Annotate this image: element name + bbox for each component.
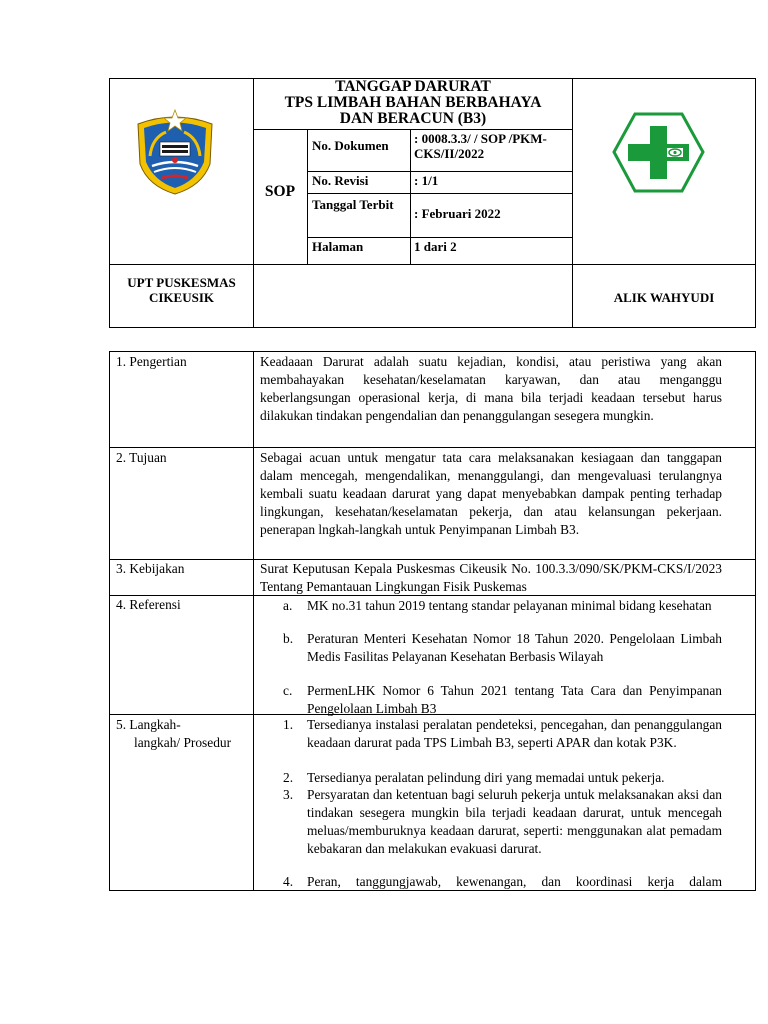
list-marker: b. [283,631,294,646]
page-value: 1 dari 2 [414,239,457,254]
list-item: Peran, tanggungjawab, kewenangan, dan koordinasi kerja dalam [307,874,722,889]
content-border-right [755,351,756,891]
list-item: Peraturan Menteri Kesehatan Nomor 18 Tahun 2020. Pengelolaan Limbah Medis Fasilitas Pelayanan Kesehatan Berbasis Wilayah [307,631,722,664]
puskesmas-cross-icon [612,112,705,193]
list-marker: c. [283,683,293,698]
revision-label: No. Revisi [312,173,369,188]
section-text-kebijakan: Surat Keputusan Kepala Puskesmas Cikeusik No. 100.3.3/090/SK/PKM-CKS/I/2023 Tentang Pemantauan Lingkungan Fisik Puskemas [260,561,722,594]
section-label-referensi: 4. Referensi [116,597,181,612]
list-marker: 2. [283,770,294,785]
content-border-left [109,351,110,891]
page-label: Halaman [312,239,364,254]
title-line-3: DAN BERACUN (B3) [339,110,487,127]
title-divider [253,129,572,130]
sop-divider [307,129,308,264]
header-border-bottom [109,327,756,328]
regency-emblem-icon [132,108,218,196]
list-marker: a. [283,598,293,613]
list-item: PermenLHK Nomor 6 Tahun 2021 tentang Tata Cara dan Penyimpanan Pengelolaan Limbah B3 [307,683,722,716]
section-text-pengertian: Keadaaan Darurat adalah suatu kejadian, kondisi, atau peristiwa yang akan membahayakan kesehatan/keselamatan karyawan, dan atau menganggu keberlangsungan operasional kerja, di mana bila terjadi keadaan tersebut harus dilakukan tindakan pengendalian dan penanggulangan sesegera mungkin. [260,354,722,423]
doc-number-label: No. Dokumen [312,138,389,153]
header-divider [109,264,756,265]
issue-date-value: : Februari 2022 [414,206,501,221]
row-divider-2 [307,193,572,194]
list-marker: 4. [283,874,294,889]
title-line-1: TANGGAP DARURAT [335,78,491,95]
signatory-name: ALIK WAHYUDI [613,290,715,305]
section-label-prosedur-line-1: 5. Langkah- [116,717,181,732]
sop-label: SOP [264,183,296,200]
section-text-tujuan: Sebagai acuan untuk mengatur tata cara melaksanakan kesiagaan dan tanggapan dalam mencegah, mengendalikan, menanggulangi, dan mengevaluasi terulangnya kembali suatu keadaan darurat yang dapat menyebabkan dampak penting terhadap lingkungan, kesehatan/keselamatan pekerja, dan atau kelansungan pekerjaan. penerapan lngkah-langkah untuk Penyimpanan Limbah B3. [260,450,722,537]
doc-number-value: : 0008.3.3/ / SOP /PKM-CKS/II/2022 [414,131,547,161]
list-item: Tersedianya instalasi peralatan pendeteksi, pencegahan, dan penanggulangan keadaan darurat pada TPS Limbah B3, seperti APAR dan kotak P3K. [307,717,722,750]
organization-name: UPT PUSKESMAS CIKEUSIK [127,275,236,305]
list-marker: 3. [283,787,294,802]
list-marker: 1. [283,717,294,732]
revision-value: : 1/1 [414,173,439,188]
row-divider-1 [307,171,572,172]
section-label-kebijakan: 3. Kebijakan [116,561,185,576]
list-item: Persyaratan dan ketentuan bagi seluruh pekerja untuk melaksanakan aksi dan tindakan sesegera mungkin bila terjadi keadaan darurat, untuk mencegah meluas/memburuknya keadaan darurat, seperti: menggunakan alat pemadam kebakaran dan melakukan evakuasi darurat. [307,787,722,856]
list-item: Tersedianya peralatan pelindung diri yang memadai untuk pekerja. [307,770,665,785]
content-col-divider [253,351,254,891]
row-divider-3 [307,237,572,238]
section-label-pengertian: 1. Pengertian [116,354,187,369]
section-label-tujuan: 2. Tujuan [116,450,167,465]
content-border-top [109,351,756,352]
document-title [254,79,572,127]
list-item: MK no.31 tahun 2019 tentang standar pelayanan minimal bidang kesehatan [307,598,712,613]
label-value-divider [410,129,411,264]
issue-date-label: Tanggal Terbit [312,197,394,212]
header-border-right [755,78,756,328]
row-divider-pengertian [109,447,756,448]
title-line-2: TPS LIMBAH BAHAN BERBAHAYA [284,94,542,111]
section-label-prosedur-line-2: langkah/ Prosedur [134,735,232,750]
